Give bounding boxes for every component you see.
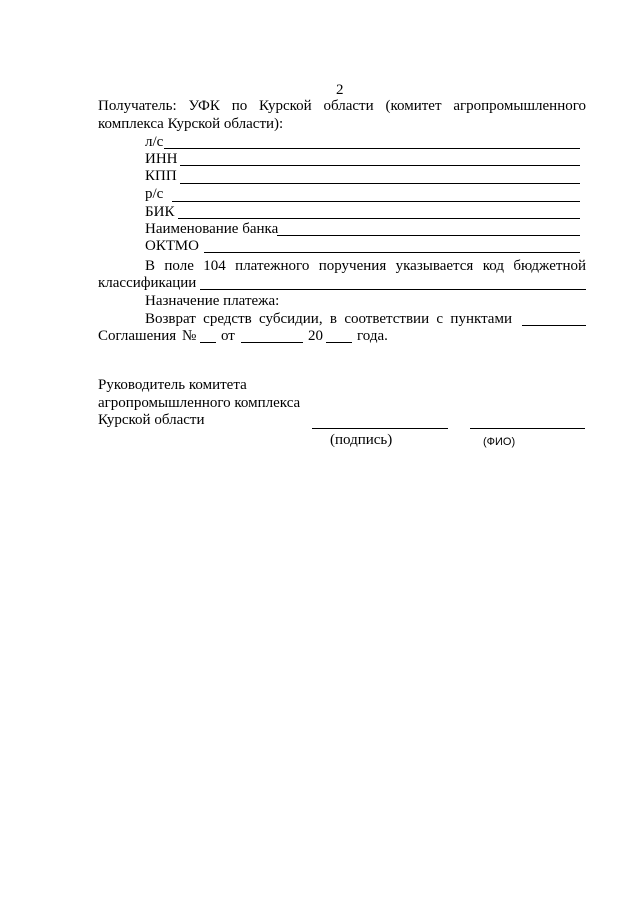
signature-caption: (подпись) bbox=[330, 432, 393, 448]
signature-title-line-1: Руководитель комитета bbox=[98, 377, 247, 393]
field-line-inn bbox=[180, 165, 580, 166]
payment-purpose-heading: Назначение платежа: bbox=[145, 293, 280, 309]
budget-code-line-1: В поле 104 платежного поручения указывается код бюджетной bbox=[145, 258, 586, 274]
year-suffix: года. bbox=[357, 328, 388, 344]
field-label-kpp: КПП bbox=[145, 168, 177, 184]
field-line-oktmo bbox=[204, 252, 580, 253]
page-number: 2 bbox=[336, 82, 344, 98]
field-line-ls bbox=[164, 148, 580, 149]
recipient-line-1: Получатель: УФК по Курской области (комитет агропромышленного bbox=[98, 98, 586, 114]
field-label-bank-name: Наименование банка bbox=[145, 221, 279, 237]
signature-title-line-3: Курской области bbox=[98, 412, 205, 428]
field-line-bank-name bbox=[277, 235, 580, 236]
signature-title-line-2: агропромышленного комплекса bbox=[98, 395, 301, 411]
field-label-rs: р/с bbox=[145, 186, 164, 202]
payment-purpose-line-1: Возврат средств субсидии, в соответствии с пунктами bbox=[145, 311, 512, 327]
year-prefix: 20 bbox=[308, 328, 323, 344]
agreement-number-line bbox=[200, 342, 216, 343]
agreement-year-line bbox=[326, 342, 352, 343]
budget-code-line bbox=[200, 289, 586, 290]
budget-code-line-2: классификации bbox=[98, 275, 197, 291]
agreement-prefix: Соглашения bbox=[98, 328, 177, 344]
field-line-bik bbox=[178, 218, 580, 219]
points-line bbox=[522, 325, 586, 326]
number-sign: № bbox=[182, 328, 197, 344]
field-line-kpp bbox=[180, 183, 580, 184]
recipient-line-2: комплекса Курской области): bbox=[98, 116, 284, 132]
field-line-rs bbox=[172, 201, 580, 202]
field-label-oktmo: ОКТМО bbox=[145, 238, 199, 254]
field-label-inn: ИНН bbox=[145, 151, 178, 167]
signature-line bbox=[312, 428, 448, 429]
from-word: от bbox=[221, 328, 235, 344]
full-name-line bbox=[470, 428, 585, 429]
field-label-bik: БИК bbox=[145, 204, 175, 220]
field-label-ls: л/с bbox=[145, 134, 164, 150]
agreement-date-line bbox=[241, 342, 303, 343]
full-name-caption: (ФИО) bbox=[483, 436, 516, 448]
